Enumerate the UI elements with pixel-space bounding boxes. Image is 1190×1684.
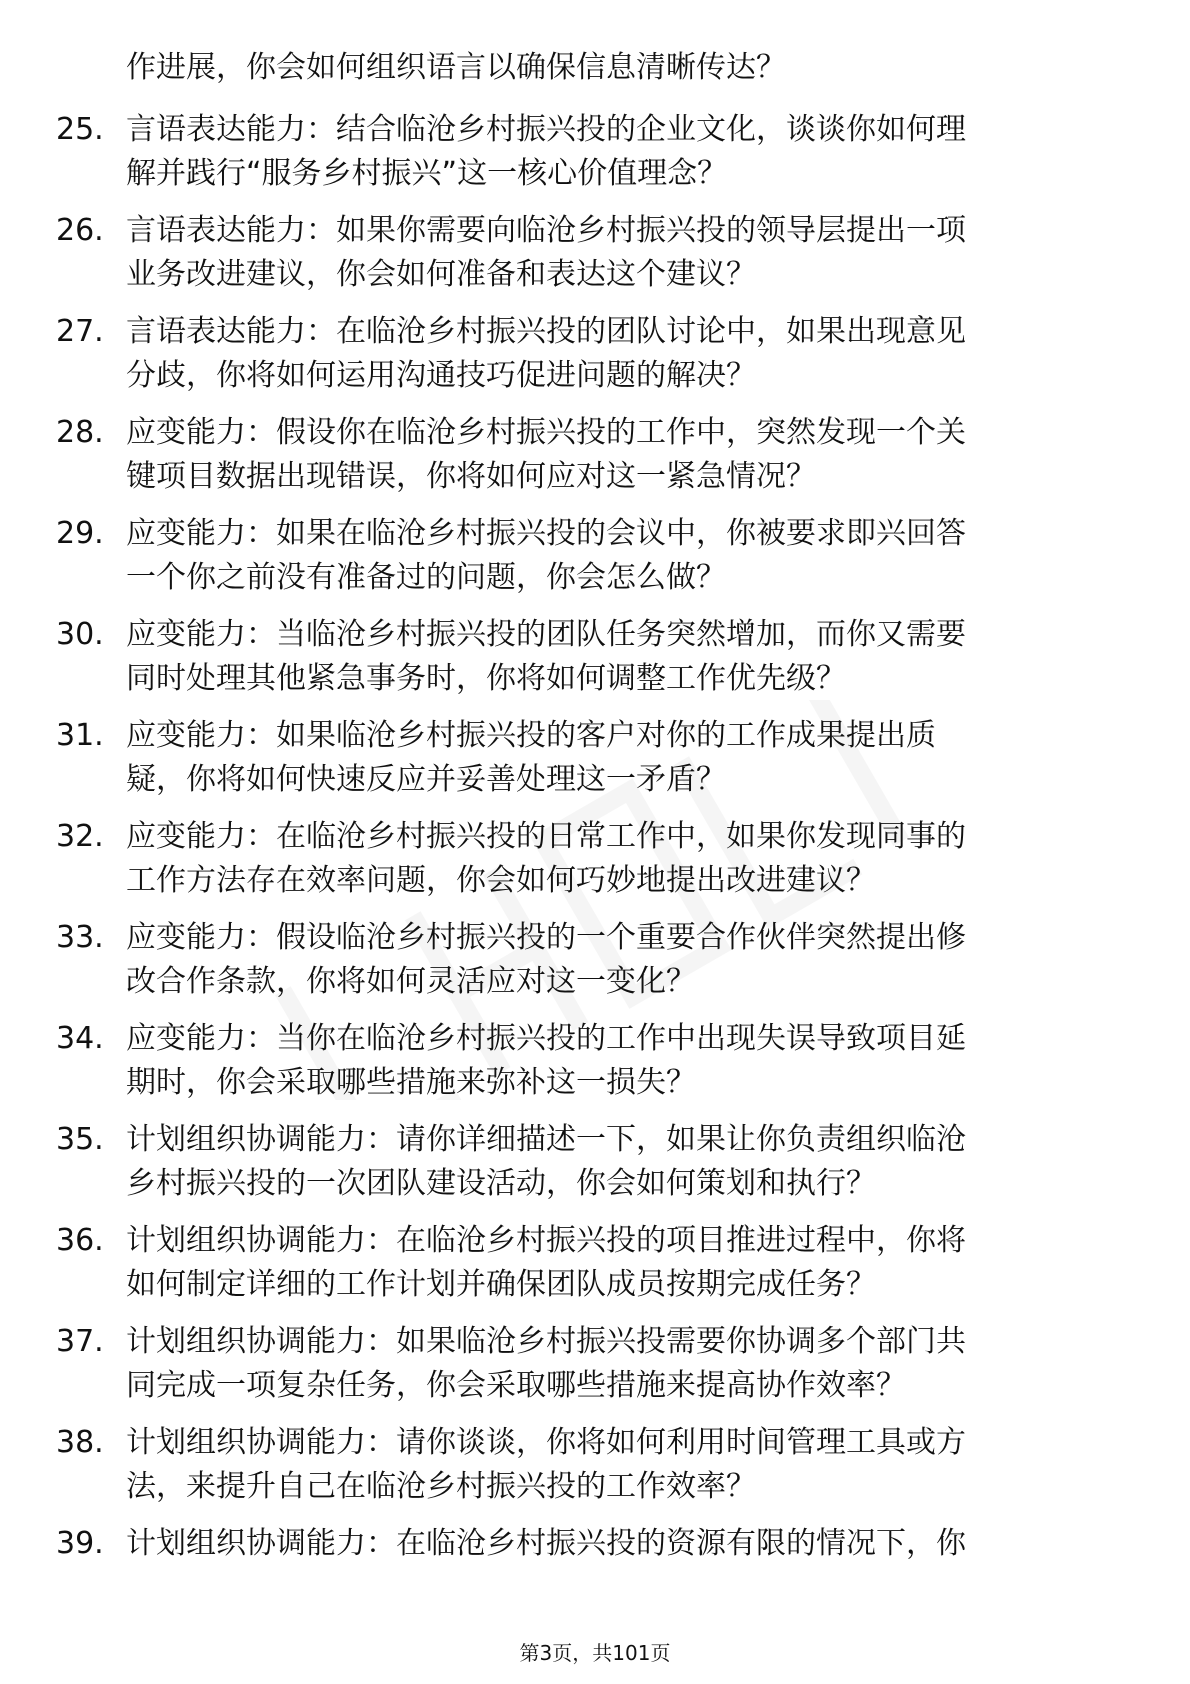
question-text-line-1: 应变能力：假设临沧乡村振兴投的一个重要合作伙伴突然提出修 [126,920,966,955]
question-text-line-1: 言语表达能力：在临沧乡村振兴投的团队讨论中，如果出现意见 [126,314,966,349]
question-number: 25. [56,112,104,147]
question-text-line-1: 计划组织协调能力：请你详细描述一下，如果让你负责组织临沧 [126,1122,966,1157]
question-text-line-2: 疑，你将如何快速反应并妥善处理这一矛盾？ [126,762,726,797]
question-item [0,514,1190,615]
question-item [0,110,1190,211]
question-text-line-2: 业务改进建议，你会如何准备和表达这个建议？ [126,257,756,292]
question-text-line-1: 言语表达能力：如果你需要向临沧乡村振兴投的领导层提出一项 [126,213,966,248]
question-text-line-2: 乡村振兴投的一次团队建设活动，你会如何策划和执行？ [126,1166,876,1201]
question-item [0,211,1190,312]
question-number: 26. [56,213,104,248]
question-text-line-1: 应变能力：当你在临沧乡村振兴投的工作中出现失误导致项目延 [126,1021,966,1056]
question-number: 35. [56,1122,104,1157]
question-text-line-1: 应变能力：在临沧乡村振兴投的日常工作中，如果你发现同事的 [126,819,966,854]
question-item [0,1322,1190,1423]
question-text-line-2: 分歧，你将如何运用沟通技巧促进问题的解决？ [126,358,756,393]
question-number: 38. [56,1425,104,1460]
question-number: 28. [56,415,104,450]
question-number: 33. [56,920,104,955]
question-text-line-1: 言语表达能力：结合临沧乡村振兴投的企业文化，谈谈你如何理 [126,112,966,147]
question-text-line-2: 如何制定详细的工作计划并确保团队成员按期完成任务？ [126,1267,876,1302]
question-text-line-2: 法，来提升自己在临沧乡村振兴投的工作效率？ [126,1469,756,1504]
question-text-line-2: 同时处理其他紧急事务时，你将如何调整工作优先级？ [126,661,846,696]
question-text-line-2: 一个你之前没有准备过的问题，你会怎么做？ [126,560,726,595]
question-text-line-2: 工作方法存在效率问题，你会如何巧妙地提出改进建议？ [126,863,876,898]
question-text-line-1: 应变能力：如果临沧乡村振兴投的客户对你的工作成果提出质 [126,718,936,753]
question-number: 37. [56,1324,104,1359]
question-text-line-2: 同完成一项复杂任务，你会采取哪些措施来提高协作效率？ [126,1368,906,1403]
question-text-line-1: 计划组织协调能力：在临沧乡村振兴投的项目推进过程中，你将 [126,1223,966,1258]
question-text-line-1: 计划组织协调能力：在临沧乡村振兴投的资源有限的情况下，你 [126,1526,966,1561]
question-text-line-1: 应变能力：假设你在临沧乡村振兴投的工作中，突然发现一个关 [126,415,966,450]
question-text-line-1: 计划组织协调能力：如果临沧乡村振兴投需要你协调多个部门共 [126,1324,966,1359]
question-text-line-2: 解并践行“服务乡村振兴”这一核心价值理念？ [126,156,728,191]
question-number: 34. [56,1021,104,1056]
question-text-line-2: 键项目数据出现错误，你将如何应对这一紧急情况？ [126,459,816,494]
question-number: 31. [56,718,104,753]
question-text-line-2: 期时，你会采取哪些措施来弥补这一损失？ [126,1065,696,1100]
question-list [0,110,1190,1625]
continuation-text: 作进展，你会如何组织语言以确保信息清晰传达？ [126,50,786,85]
question-text-line-1: 应变能力：当临沧乡村振兴投的团队任务突然增加，而你又需要 [126,617,966,652]
question-item [0,716,1190,817]
question-text-line-2: 改合作条款，你将如何灵活应对这一变化？ [126,964,696,999]
page-footer: 第3页，共101页 [519,1641,671,1665]
question-item [0,1423,1190,1524]
question-number: 30. [56,617,104,652]
question-text-line-1: 计划组织协调能力：请你谈谈，你将如何利用时间管理工具或方 [126,1425,966,1460]
question-number: 32. [56,819,104,854]
question-item [0,1019,1190,1120]
question-item [0,615,1190,716]
question-number: 39. [56,1526,104,1561]
question-number: 36. [56,1223,104,1258]
question-item [0,817,1190,918]
question-item [0,312,1190,413]
question-item [0,1120,1190,1221]
question-number: 27. [56,314,104,349]
question-item [0,1221,1190,1322]
question-item [0,1524,1190,1625]
question-item [0,413,1190,514]
question-text-line-1: 应变能力：如果在临沧乡村振兴投的会议中，你被要求即兴回答 [126,516,966,551]
question-number: 29. [56,516,104,551]
question-item [0,918,1190,1019]
